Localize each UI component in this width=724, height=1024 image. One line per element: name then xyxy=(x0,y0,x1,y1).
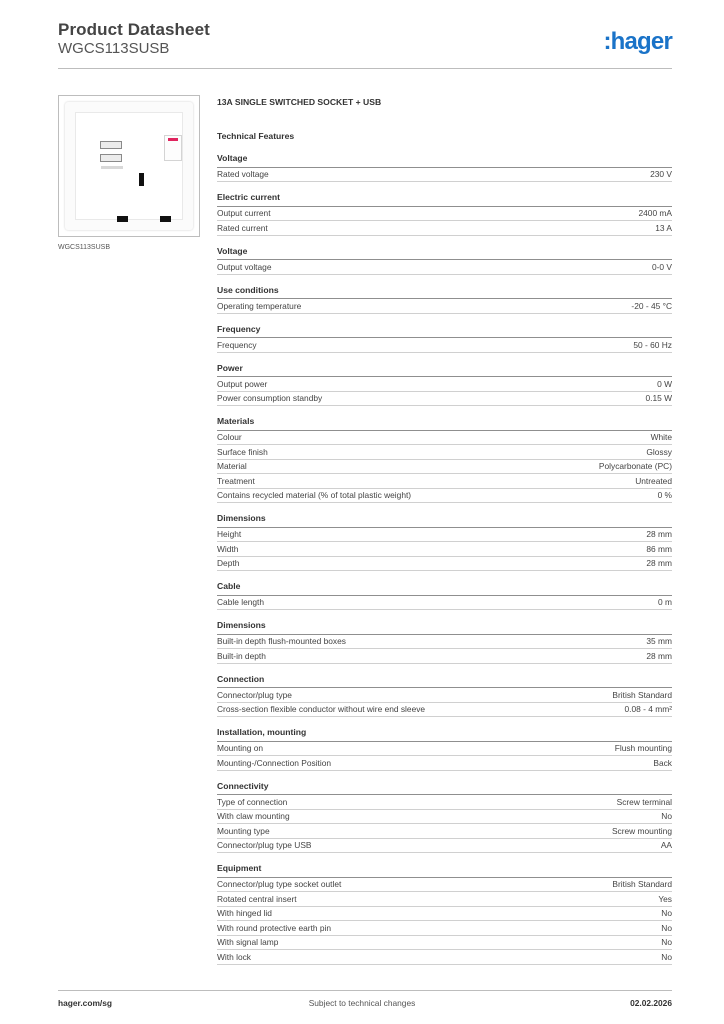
spec-value: British Standard xyxy=(612,689,672,700)
spec-value: Untreated xyxy=(635,475,672,486)
spec-label: Cross-section flexible conductor without wire end sleeve xyxy=(217,704,426,715)
spec-row xyxy=(217,649,672,664)
spec-section xyxy=(217,361,672,407)
spec-row xyxy=(217,338,672,353)
spec-row xyxy=(217,299,672,314)
spec-label: Mounting-/Connection Position xyxy=(217,757,332,768)
section-title: Connectivity xyxy=(217,779,672,796)
spec-label: Mounting on xyxy=(217,743,264,754)
spec-row xyxy=(217,810,672,825)
spec-row xyxy=(217,688,672,703)
spec-label: Colour xyxy=(217,432,242,443)
spec-value: Screw mounting xyxy=(611,825,672,836)
spec-section xyxy=(217,322,672,353)
spec-row xyxy=(217,795,672,810)
spec-value: 13 A xyxy=(655,222,672,233)
spec-section xyxy=(217,244,672,275)
product-image xyxy=(58,95,200,237)
usb-port-icon xyxy=(100,141,122,149)
spec-row xyxy=(217,936,672,951)
spec-value: Glossy xyxy=(646,446,672,457)
spec-label: Connector/plug type USB xyxy=(217,840,312,851)
spec-label: Height xyxy=(217,529,242,540)
spec-value: 35 mm xyxy=(646,636,672,647)
footer-notice: Subject to technical changes xyxy=(308,998,416,1008)
spec-value: 0 m xyxy=(658,597,672,608)
spec-row xyxy=(217,742,672,757)
spec-label: Built-in depth xyxy=(217,650,266,661)
spec-value: No xyxy=(661,922,672,933)
section-title: Voltage xyxy=(217,151,672,168)
spec-row xyxy=(217,703,672,718)
spec-row xyxy=(217,839,672,854)
spec-row xyxy=(217,445,672,460)
footer-date: 02.02.2026 xyxy=(630,998,672,1008)
spec-section xyxy=(217,511,672,571)
spec-label: Frequency xyxy=(217,339,257,350)
section-title: Cable xyxy=(217,579,672,596)
spec-row xyxy=(217,878,672,893)
footer-website-link[interactable]: hager.com/sg xyxy=(58,998,112,1008)
spec-label: Rotated central insert xyxy=(217,893,297,904)
spec-value: 230 V xyxy=(650,169,672,180)
product-reference: WGCS113SUSB xyxy=(58,40,170,57)
spec-row xyxy=(217,474,672,489)
spec-row xyxy=(217,489,672,504)
spec-value: British Standard xyxy=(612,879,672,890)
image-caption: WGCS113SUSB xyxy=(58,244,110,251)
spec-row xyxy=(217,756,672,771)
spec-row xyxy=(217,528,672,543)
socket-face xyxy=(75,112,183,220)
spec-row xyxy=(217,460,672,475)
header-divider xyxy=(58,68,672,69)
usb-port-icon xyxy=(100,154,122,162)
spec-row xyxy=(217,392,672,407)
spec-section xyxy=(217,579,672,610)
spec-label: With round protective earth pin xyxy=(217,922,332,933)
spec-value: 86 mm xyxy=(646,543,672,554)
spec-value: 0.08 - 4 mm² xyxy=(624,704,672,715)
spec-value: 0 W xyxy=(657,378,672,389)
spec-value: 0-0 V xyxy=(651,261,672,272)
spec-section xyxy=(217,414,672,503)
spec-section xyxy=(217,283,672,314)
spec-value: 0 % xyxy=(657,490,672,501)
spec-row xyxy=(217,260,672,275)
page-title: Product Datasheet xyxy=(58,20,210,39)
neutral-pin-slot xyxy=(160,216,171,222)
spec-value: 50 - 60 Hz xyxy=(633,339,672,350)
section-title: Dimensions xyxy=(217,618,672,635)
spec-label: Power consumption standby xyxy=(217,393,323,404)
footer-divider xyxy=(58,990,672,991)
section-title: Connection xyxy=(217,672,672,689)
spec-section xyxy=(217,190,672,236)
rocker-switch xyxy=(164,135,182,161)
spec-label: With signal lamp xyxy=(217,937,279,948)
spec-row xyxy=(217,557,672,572)
hager-logo[interactable]: :hager xyxy=(603,28,672,55)
product-title: 13A SINGLE SWITCHED SOCKET + USB xyxy=(217,97,382,107)
spec-label: Cable length xyxy=(217,597,265,608)
spec-label: Output current xyxy=(217,208,271,219)
spec-value: No xyxy=(661,951,672,962)
spec-value: AA xyxy=(660,840,672,851)
spec-value: Yes xyxy=(658,893,672,904)
spec-row xyxy=(217,596,672,611)
spec-section xyxy=(217,672,672,718)
spec-label: Operating temperature xyxy=(217,300,302,311)
spec-label: Rated current xyxy=(217,222,268,233)
spec-label: Contains recycled material (% of total plastic weight) xyxy=(217,490,412,501)
spec-section xyxy=(217,779,672,854)
section-title: Voltage xyxy=(217,244,672,261)
spec-row xyxy=(217,168,672,183)
spec-value: 0.15 W xyxy=(645,393,672,404)
technical-features-heading: Technical Features xyxy=(217,131,295,141)
section-title: Power xyxy=(217,361,672,378)
spec-value: White xyxy=(650,432,672,443)
live-pin-slot xyxy=(117,216,128,222)
spec-label: Rated voltage xyxy=(217,169,269,180)
spec-value: -20 - 45 °C xyxy=(631,300,672,311)
section-title: Frequency xyxy=(217,322,672,339)
spec-row xyxy=(217,542,672,557)
spec-value: Polycarbonate (PC) xyxy=(598,461,672,472)
section-title: Materials xyxy=(217,414,672,431)
spec-value: No xyxy=(661,908,672,919)
spec-value: Screw terminal xyxy=(616,796,672,807)
spec-label: Built-in depth flush-mounted boxes xyxy=(217,636,346,647)
spec-label: Output power xyxy=(217,378,268,389)
spec-label: With hinged lid xyxy=(217,908,272,919)
spec-value: 28 mm xyxy=(646,529,672,540)
section-title: Electric current xyxy=(217,190,672,207)
spec-section xyxy=(217,618,672,664)
spec-label: With lock xyxy=(217,951,251,962)
spec-label: Type of connection xyxy=(217,796,288,807)
spec-label: Surface finish xyxy=(217,446,268,457)
spec-value: 2400 mA xyxy=(638,208,672,219)
spec-label: Material xyxy=(217,461,247,472)
switch-indicator xyxy=(168,138,178,141)
spec-row xyxy=(217,921,672,936)
spec-row xyxy=(217,377,672,392)
spec-value: Back xyxy=(653,757,672,768)
spec-value: 28 mm xyxy=(646,650,672,661)
spec-label: Connector/plug type xyxy=(217,689,292,700)
spec-sections xyxy=(217,151,672,973)
spec-label: Width xyxy=(217,543,239,554)
spec-section xyxy=(217,725,672,771)
spec-value: No xyxy=(661,937,672,948)
spec-label: Treatment xyxy=(217,475,255,486)
section-title: Equipment xyxy=(217,861,672,878)
spec-label: Mounting type xyxy=(217,825,270,836)
spec-label: Depth xyxy=(217,558,240,569)
spec-row xyxy=(217,907,672,922)
spec-row xyxy=(217,221,672,236)
spec-section xyxy=(217,151,672,182)
spec-row xyxy=(217,207,672,222)
spec-label: Output voltage xyxy=(217,261,272,272)
usb-marking xyxy=(101,166,123,169)
spec-label: Connector/plug type socket outlet xyxy=(217,879,342,890)
earth-pin-slot xyxy=(139,173,144,186)
spec-row xyxy=(217,892,672,907)
section-title: Dimensions xyxy=(217,511,672,528)
spec-row xyxy=(217,635,672,650)
section-title: Use conditions xyxy=(217,283,672,300)
spec-label: With claw mounting xyxy=(217,811,290,822)
spec-row xyxy=(217,824,672,839)
spec-value: No xyxy=(661,811,672,822)
spec-value: Flush mounting xyxy=(614,743,672,754)
spec-section xyxy=(217,861,672,965)
spec-row xyxy=(217,431,672,446)
section-title: Installation, mounting xyxy=(217,725,672,742)
socket-plate xyxy=(65,102,193,230)
spec-row xyxy=(217,950,672,965)
spec-value: 28 mm xyxy=(646,558,672,569)
